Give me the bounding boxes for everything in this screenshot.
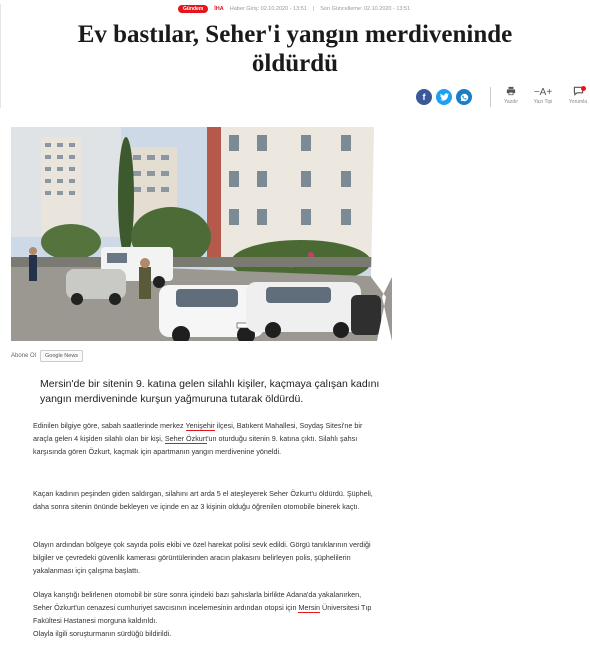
p4-text-b: Üniversitesi Tıp Fakültesi Hastanesi morguna kaldırıldı. (33, 603, 372, 625)
google-news-button[interactable]: Google News (40, 350, 83, 362)
category-badge[interactable]: Gündem (178, 5, 208, 13)
comment-notification-dot (581, 86, 586, 91)
article-paragraph-3: Olayın ardından bölgeye çok sayıda polis ekibi ve özel harekat polisi sevk edildi. Görgü tanıklarının verdiği bilgiler ve çevredeki güvenlik kamerası görüntülerinden aracın plakasını belirleyen polis, şüphelilerin yakalanması için çalışma başlattı. (33, 540, 371, 575)
tag-link-seher-ozkurt[interactable]: Seher Özkurt (164, 434, 208, 443)
follow-label: Abone Ol (11, 353, 37, 359)
toolbar-divider (490, 87, 491, 107)
article-photo (11, 127, 392, 341)
font-size-label: Yazı Tipi (533, 99, 553, 105)
meta-separator: | (312, 6, 315, 12)
article-title: Ev bastılar, Seher'i yangın merdiveninde öldürdü (77, 21, 513, 77)
facebook-share-button[interactable] (416, 89, 432, 105)
comment-label: Yorumla (568, 99, 588, 105)
news-source: İHA (214, 6, 224, 12)
left-edge-divider (0, 4, 1, 108)
published-date: Haber Giriş: 02.10.2020 - 13:51 (229, 6, 307, 12)
article-paragraph-4 (33, 588, 378, 640)
p4-text-a: Olaya karıştığı belirlenen otomobil bir süre sonra içindeki bazı şahıslarla birlikte Adana'da yakalanırken, Seher Özkurt'un cenazesi cumhuriyet savcısının incelemesinin ardından otopsi için (33, 590, 362, 612)
article-paragraph-2: Kaçan kadının peşinden giden saldırgan, silahını art arda 5 el ateşleyerek Seher Özkurt'u öldürdü. Şüpheli, daha sonra sitenin önünde bekleyen ve içinde en az 3 kişinin olduğu öğrenilen otomobile binerek kaçtı. (33, 489, 373, 511)
tag-link-yenisehir[interactable]: Yenişehir (185, 421, 215, 430)
tag-link-mersin[interactable]: Mersin (298, 603, 321, 612)
twitter-icon (440, 93, 449, 101)
article-lead: Mersin'de bir sitenin 9. katına gelen silahlı kişiler, kaçmaya çalışan kadını yangın merdiveninde kurşun yağmuruna tutarak öldürdü. (40, 378, 380, 405)
p1-text-b: ilçesi, Batıkent Mahallesi, Soydaş Sitesi'ne bir araçla gelen 4 kişiden silahlı olan bir kişi, (33, 421, 363, 443)
share-buttons (416, 89, 472, 105)
follow-row (11, 350, 83, 362)
p4-text-c: Olayla ilgili soruşturmanın sürdüğü bildirildi. (33, 629, 172, 638)
whatsapp-icon (460, 93, 469, 102)
print-button[interactable] (500, 86, 522, 105)
article-paragraph-1 (33, 419, 378, 458)
font-size-button[interactable] (530, 86, 556, 105)
whatsapp-share-button[interactable] (456, 89, 472, 105)
font-size-icon: −A+ (533, 87, 553, 98)
comment-icon (566, 86, 590, 99)
twitter-share-button[interactable] (436, 89, 452, 105)
facebook-icon: f (422, 92, 426, 102)
print-label: Yazdır (503, 99, 519, 105)
p1-text-c: 'un oturduğu sitenin 9. katına çıktı. Silahlı şahsı karşısında gören Özkurt, kaçmak için apartmanın yangın merdivenine yöneldi. (33, 434, 358, 456)
p1-text-a: Edinilen bilgiye göre, sabah saatlerinde merkez (33, 421, 186, 430)
article-meta (178, 5, 410, 13)
updated-date: Son Güncelleme: 02.10.2020 - 13:51 (320, 6, 411, 12)
comment-button[interactable] (566, 86, 590, 105)
print-icon (500, 86, 522, 99)
